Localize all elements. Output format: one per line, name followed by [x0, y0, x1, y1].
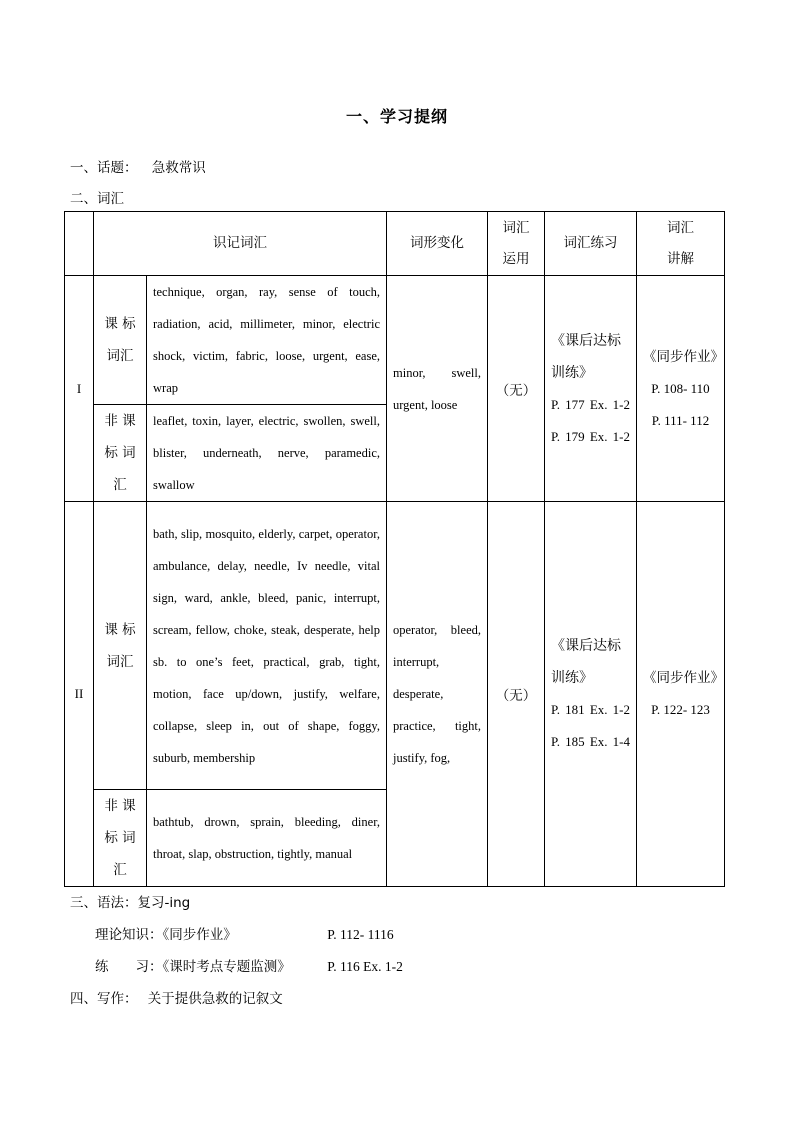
practice-book: 《课后达标训练》 — [551, 332, 621, 381]
vocab-table — [64, 211, 725, 887]
core-label: 课 标 词汇 — [94, 276, 147, 405]
practice-cell — [545, 502, 637, 887]
practice-page: P. 181 Ex. 1-2 — [551, 702, 630, 717]
header-forms: 词形变化 — [387, 212, 488, 276]
explain-book: 《同步作业》 — [643, 670, 724, 686]
explain-page: P. 108- 110 — [651, 380, 710, 396]
extra-words: bathtub, drown, sprain, bleeding, diner, throat, slap, obstruction, tightly, manual — [147, 790, 387, 887]
table-row — [65, 502, 725, 790]
table-row — [65, 276, 725, 405]
page-title: 一、学习提纲 — [345, 107, 448, 126]
level-label: II — [65, 502, 94, 887]
topic-line — [70, 156, 206, 176]
explain-book: 《同步作业》 — [643, 348, 724, 365]
header-explain: 词汇 讲解 — [637, 212, 725, 276]
vocab-heading: 二、词汇 — [70, 191, 124, 207]
header-practice: 词汇练习 — [545, 212, 637, 276]
level-label: I — [65, 276, 94, 502]
word-forms: minor, swell, urgent, loose — [387, 276, 488, 502]
theory-pages: P. 112- 1116 — [327, 927, 394, 942]
practice-book: 《课后达标训练》 — [551, 638, 621, 686]
usage-cell: （无） — [488, 502, 545, 887]
explain-page: P. 122- 123 — [651, 702, 710, 717]
exercise-pages: P. 116 Ex. 1-2 — [327, 959, 403, 974]
topic-label: 一、话题： — [70, 160, 138, 176]
header-words: 识记词汇 — [94, 212, 387, 276]
header-usage: 词汇 运用 — [488, 212, 545, 276]
explain-page: P. 111- 112 — [651, 412, 710, 428]
usage-cell: （无） — [488, 276, 545, 502]
practice-page: P. 177 Ex. 1-2 — [551, 396, 630, 412]
explain-cell — [637, 276, 725, 502]
table-header-row — [65, 212, 725, 276]
topic-value: 急救常识 — [151, 160, 206, 176]
practice-page: P. 179 Ex. 1-2 — [551, 428, 630, 444]
header-level — [65, 212, 94, 276]
writing-line — [70, 987, 283, 1007]
core-words: technique, organ, ray, sense of touch, radiation, acid, millimeter, minor, electric shock, victim, fabric, loose, urgent, ease, wrap — [147, 276, 387, 405]
grammar-exercise — [95, 955, 403, 975]
core-label: 课 标 词汇 — [94, 502, 147, 790]
extra-label: 非 课 标 词 汇 — [94, 405, 147, 502]
extra-label: 非 课 标 词 汇 — [94, 790, 147, 887]
theory-label: 理论知识：《同步作业》 — [95, 927, 237, 943]
extra-words: leaflet, toxin, layer, electric, swollen, swell, blister, underneath, nerve, paramedic, swallow — [147, 405, 387, 502]
grammar-heading: 三、语法：复习-ing — [70, 895, 191, 911]
practice-page: P. 185 Ex. 1-4 — [551, 734, 630, 749]
explain-cell — [637, 502, 725, 887]
grammar-theory — [95, 923, 394, 943]
writing-label: 四、写作： — [70, 991, 138, 1007]
exercise-label: 练 习：《课时考点专题监测》 — [95, 959, 291, 975]
writing-value: 关于提供急救的记叙文 — [147, 991, 283, 1007]
core-words: bath, slip, mosquito, elderly, carpet, operator, ambulance, delay, needle, Iv needle, vital sign, ward, ankle, bleed, panic, interrupt, scream, fellow, choke, steak, desperate, help sb. to one’s feet, practical, grab, tight, motion, face up/down, justify, welfare, collapse, sleep in, out of shape, foggy, suburb, membership — [147, 502, 387, 790]
practice-cell — [545, 276, 637, 502]
word-forms: operator, bleed, interrupt, desperate, practice, tight, justify, fog, — [387, 502, 488, 887]
